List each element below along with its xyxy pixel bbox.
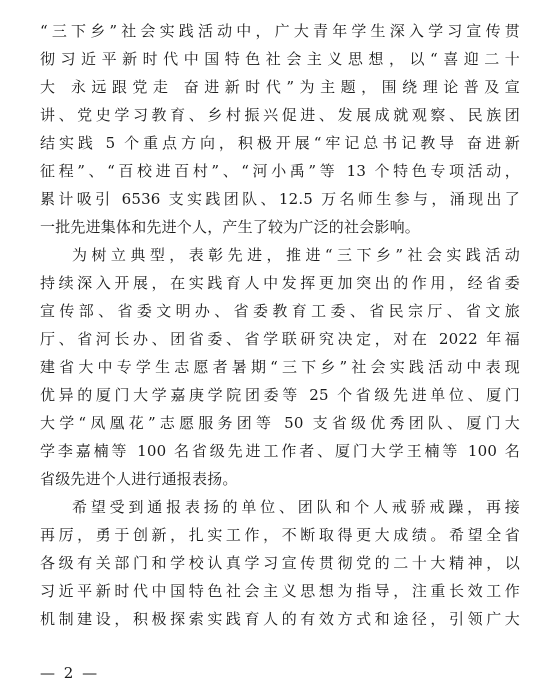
text-line: 讲、党史学习教育、乡村振兴促进、发展成就观察、民族团 bbox=[40, 106, 520, 124]
paragraph-first-line: 希望受到通报表扬的单位、团队和个人戒骄戒躁，再接 bbox=[72, 498, 520, 516]
text-line: 大学“凤凰花”志愿服务团等 50 支省级优秀团队、厦门大 bbox=[40, 414, 520, 432]
text-line: 一批先进集体和先进个人，产生了较为广泛的社会影响。 bbox=[40, 218, 421, 236]
text-line: 再厉，勇于创新，扎实工作，不断取得更大成绩。希望全省 bbox=[40, 526, 520, 544]
body-text bbox=[40, 17, 520, 633]
text-line: 优异的厦门大学嘉庚学院团委等 25 个省级先进单位、厦门 bbox=[40, 386, 520, 404]
text-line: 建省大中专学生志愿者暑期“三下乡”社会实践活动中表现 bbox=[40, 358, 520, 376]
text-line: 大 永远跟党走 奋进新时代”为主题，围绕理论普及宣 bbox=[40, 78, 520, 96]
text-line: 持续深入开展，在实践育人中发挥更加突出的作用，经省委 bbox=[40, 274, 520, 292]
text-line: 结实践 5 个重点方向，积极开展“牢记总书记教导 奋进新 bbox=[40, 134, 520, 152]
text-line: “三下乡”社会实践活动中，广大青年学生深入学习宣传贯 bbox=[40, 22, 520, 40]
text-line: 学李嘉楠等 100 名省级先进工作者、厦门大学王楠等 100 名 bbox=[40, 442, 520, 460]
text-line: 省级先进个人进行通报表扬。 bbox=[40, 470, 238, 488]
text-line: 各级有关部门和学校认真学习宣传贯彻党的二十大精神，以 bbox=[40, 554, 520, 572]
text-line: 习近平新时代中国特色社会主义思想为指导，注重长效工作 bbox=[40, 582, 520, 600]
text-line: 累计吸引 6536 支实践团队、12.5 万名师生参与，涌现出了 bbox=[40, 190, 520, 208]
text-line: 宣传部、省委文明办、省委教育工委、省民宗厅、省文旅 bbox=[40, 302, 520, 320]
text-line: 征程”、“百校进百村”、“河小禹”等 13 个特色专项活动， bbox=[40, 162, 520, 180]
text-line: 机制建设，积极探索实践育人的有效方式和途径，引领广大 bbox=[40, 610, 520, 628]
page-number: — 2 — bbox=[40, 664, 100, 682]
paragraph-first-line: 为树立典型，表彰先进，推进“三下乡”社会实践活动 bbox=[72, 246, 520, 264]
text-line: 彻习近平新时代中国特色社会主义思想，以“喜迎二十 bbox=[40, 50, 520, 68]
text-line: 厅、省河长办、团省委、省学联研究决定，对在 2022 年福 bbox=[40, 330, 520, 348]
